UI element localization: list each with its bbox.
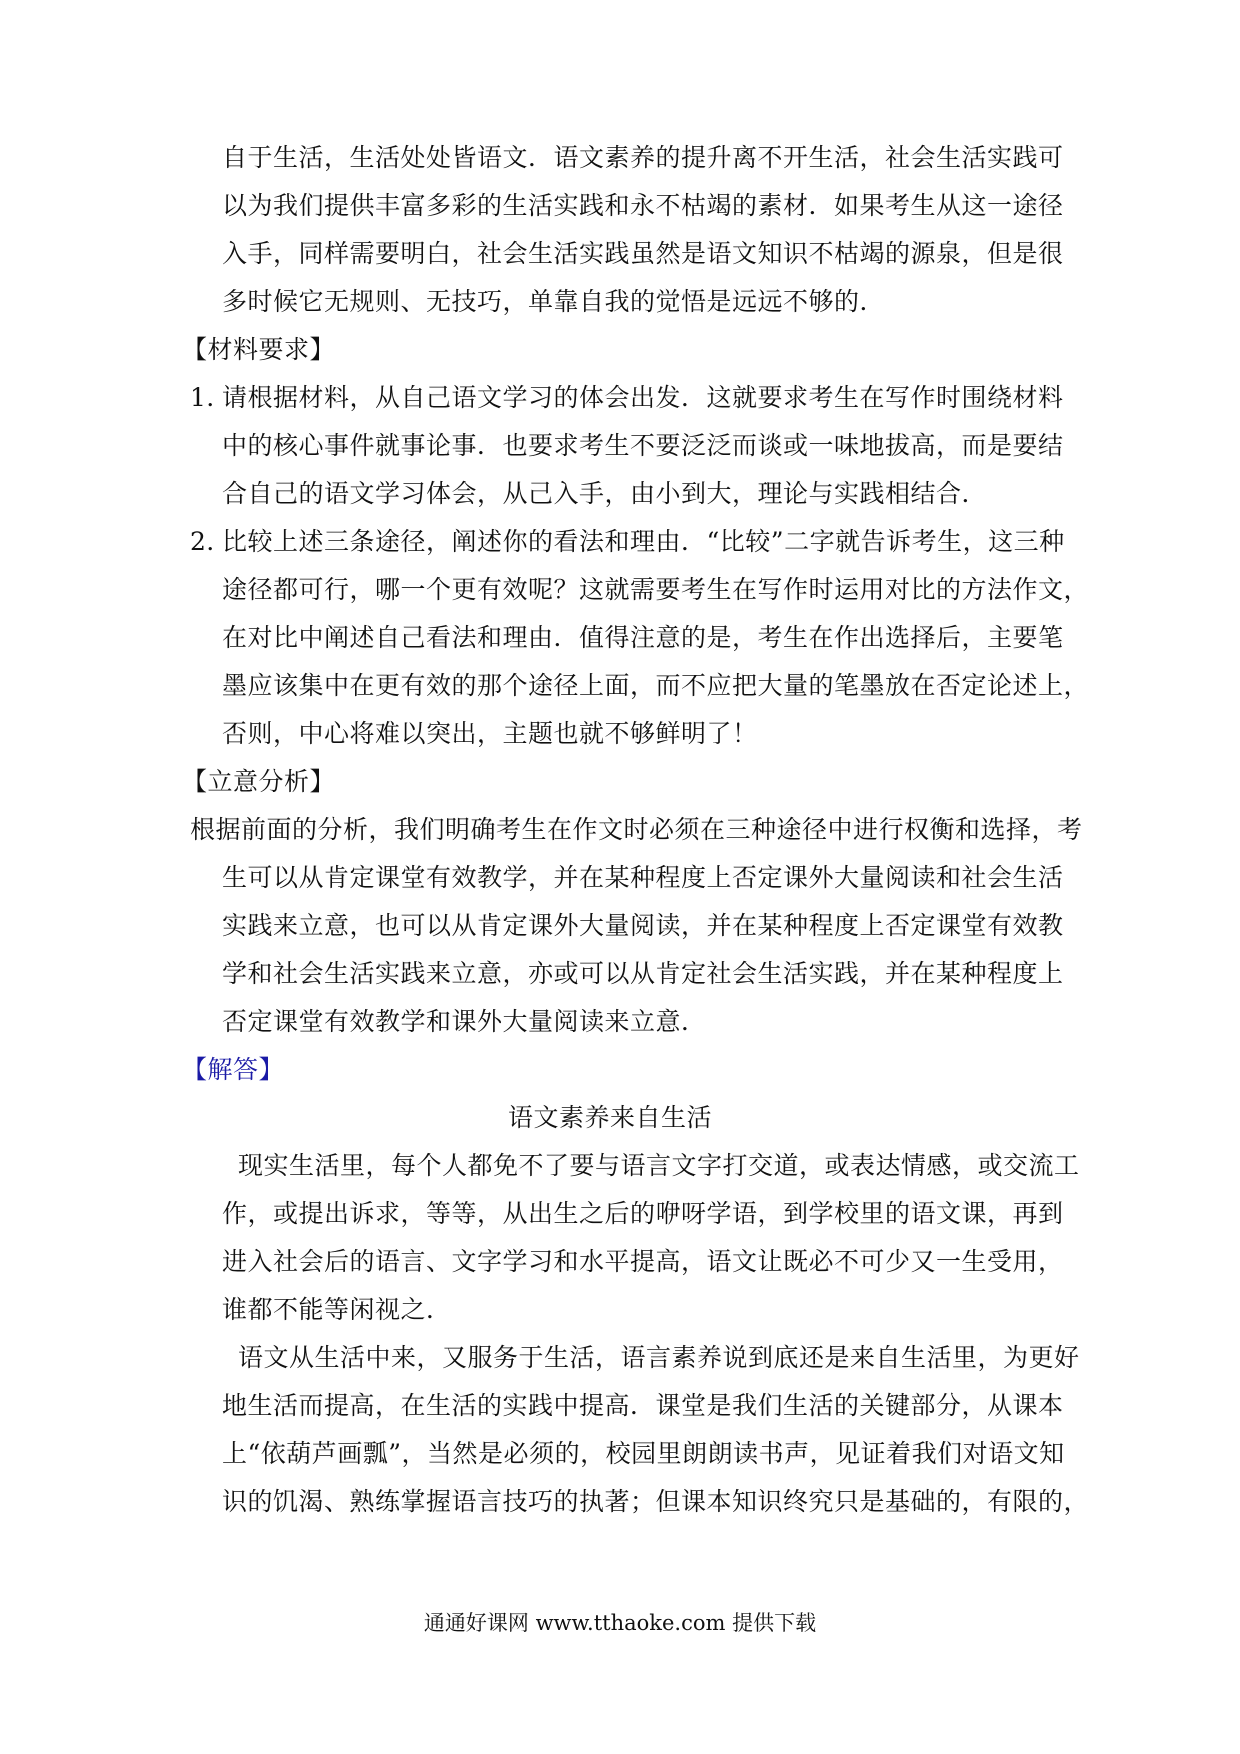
essay-p1-line-3: 进入社会后的语言、文字学习和水平提高，语文让既必不可少又一生受用， [222,1247,1064,1276]
essay-p1-line-4: 谁都不能等闲视之． [222,1295,452,1324]
essay-p1-line-1: 现实生活里，每个人都免不了要与语言文字打交道，或表达情感，或交流工 [238,1151,1080,1180]
analysis-line-5: 否定课堂有效教学和课外大量阅读来立意． [222,1007,707,1036]
analysis-line-3: 实践来立意，也可以从肯定课外大量阅读，并在某种程度上否定课堂有效教 [222,911,1064,940]
essay-p2-line-1: 语文从生活中来，又服务于生活，语言素养说到底还是来自生活里，为更好 [238,1343,1080,1372]
item2-line-5: 否则，中心将难以突出，主题也就不够鲜明了！ [222,719,758,748]
essay-p2-line-3: 上“依葫芦画瓢”，当然是必须的，校园里朗朗读书声，见证着我们对语文知 [222,1439,1065,1468]
intro-line-1: 自于生活，生活处处皆语文．语文素养的提升离不开生活，社会生活实践可 [222,143,1064,172]
analysis-heading: 【立意分析】 [182,767,336,796]
analysis-line-1: 根据前面的分析，我们明确考生在作文时必须在三种途径中进行权衡和选择，考 [190,815,1083,844]
analysis-line-2: 生可以从肯定课堂有效教学，并在某种程度上否定课外大量阅读和社会生活 [222,863,1064,892]
item1-number: 1． [190,383,232,412]
item2-line-3: 在对比中阐述自己看法和理由．值得注意的是，考生在作出选择后，主要笔 [222,623,1064,652]
analysis-line-4: 学和社会生活实践来立意，亦或可以从肯定社会生活实践，并在某种程度上 [222,959,1064,988]
answer-heading: 【解答】 [182,1055,285,1084]
intro-line-3: 入手，同样需要明白，社会生活实践虽然是语文知识不枯竭的源泉，但是很 [222,239,1064,268]
item2-line-2: 途径都可行，哪一个更有效呢？这就需要考生在写作时运用对比的方法作文， [222,575,1090,604]
item2-line-1: 比较上述三条途径，阐述你的看法和理由．“比较”二字就告诉考生，这三种 [222,527,1065,556]
item1-line-2: 中的核心事件就事论事．也要求考生不要泛泛而谈或一味地拔高，而是要结 [222,431,1064,460]
item1-line-3: 合自己的语文学习体会，从己入手，由小到大，理论与实践相结合． [222,479,988,508]
intro-line-4: 多时候它无规则、无技巧，单靠自我的觉悟是远远不够的． [222,287,886,316]
intro-line-2: 以为我们提供丰富多彩的生活实践和永不枯竭的素材．如果考生从这一途径 [222,191,1064,220]
material-heading: 【材料要求】 [182,335,336,364]
essay-p1-line-2: 作，或提出诉求，等等，从出生之后的咿呀学语，到学校里的语文课，再到 [222,1199,1064,1228]
item1-line-1: 请根据材料，从自己语文学习的体会出发．这就要求考生在写作时围绕材料 [222,383,1064,412]
item2-line-4: 墨应该集中在更有效的那个途径上面，而不应把大量的笔墨放在否定论述上， [222,671,1090,700]
item2-number: 2． [190,527,232,556]
essay-p2-line-2: 地生活而提高，在生活的实践中提高．课堂是我们生活的关键部分，从课本 [222,1391,1064,1420]
page-footer: 通通好课网 www.tthaoke.com 提供下载 [423,1611,817,1635]
essay-p2-line-4: 识的饥渴、熟练掌握语言技巧的执著；但课本知识终究只是基础的，有限的， [222,1487,1090,1516]
essay-title: 语文素养来自生活 [507,1103,712,1132]
